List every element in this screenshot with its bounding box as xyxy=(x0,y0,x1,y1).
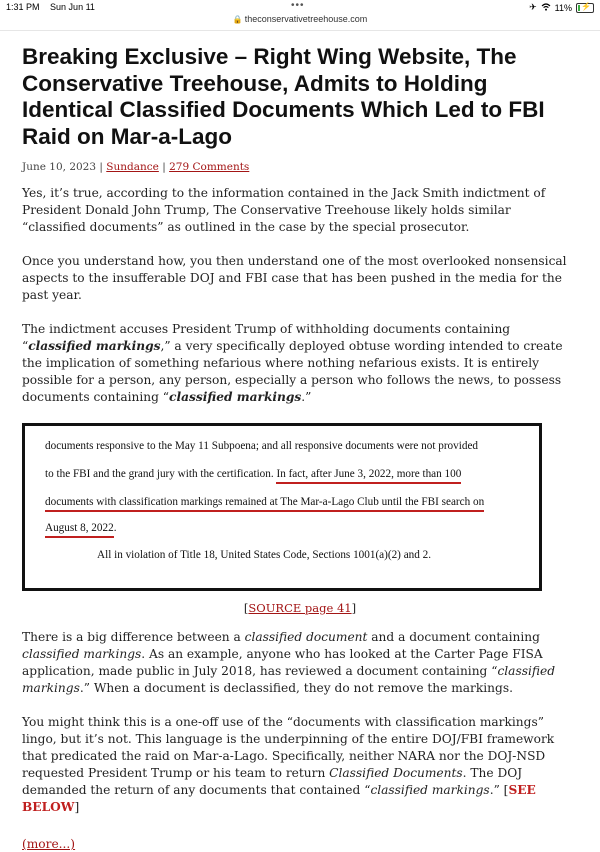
status-left xyxy=(6,2,103,12)
article xyxy=(22,44,578,852)
paragraph-1: Yes, it’s true, according to the information contained in the Jack Smith indictment of President Donald John Trump, The Conservative Treehouse likely holds similar “classified documents” as outlined in the case by the special prosecutor. xyxy=(22,186,546,234)
url-text: theconservativetreehouse.com xyxy=(244,14,368,24)
battery-icon: ⚡ xyxy=(576,3,594,13)
doc-line: August 8, 2022. xyxy=(45,522,116,534)
lock-icon: 🔒 xyxy=(232,15,243,24)
source-link[interactable]: SOURCE page 41 xyxy=(248,601,352,615)
doc-line: to the FBI and the grand jury with the certification. In fact, after June 3, 2022, more than 100 xyxy=(45,468,461,480)
paragraph-5: You might think this is a one-off use of the “documents with classification markings” lingo, but it’s not. This language is the underpinning of the entire DOJ/FBI framework that predicated the raid on Mar-a-Lago. Specifically, neither NARA nor the DOJ-NSD requested President Trump or his team to return Classified Documents. The DOJ demanded the return of any documents that contained “classified markings.” [SEE BELOW] xyxy=(22,715,555,814)
article-date: June 10, 2023 xyxy=(22,161,97,173)
airplane-icon: ✈ xyxy=(529,2,537,12)
author-link[interactable]: Sundance xyxy=(106,161,159,173)
paragraph-4: There is a big difference between a classified document and a document containing classified markings. As an example, anyone who has looked at the Carter Page FISA application, made public in July 2018, has reviewed a document containing “classified markings.” When a document is declassified, they do not remove the markings. xyxy=(22,630,555,695)
article-meta xyxy=(22,161,578,173)
article-title: Breaking Exclusive – Right Wing Website, The Conservative Treehouse, Admits to Holding Identical Classified Documents Which Led to FBI Raid on Mar-a-Lago xyxy=(22,44,545,149)
paragraph-2: Once you understand how, you then understand one of the most overlooked nonsensical aspects to the insufferable DOJ and FBI case that has been pushed in the media for the past year. xyxy=(22,254,567,302)
comments-link[interactable]: 279 Comments xyxy=(169,161,250,173)
meta-separator: | xyxy=(162,161,166,173)
status-date: Sun Jun 11 xyxy=(50,2,95,12)
doc-line: documents with classification markings remained at The Mar-a-Lago Club until the FBI search on xyxy=(45,496,484,508)
battery-percent: 11% xyxy=(554,2,572,13)
read-more-link[interactable]: (more...) xyxy=(22,837,76,851)
doc-line: documents responsive to the May 11 Subpoena; and all responsive documents were not provided xyxy=(45,440,479,452)
status-right xyxy=(529,2,594,13)
source-caption: [SOURCE page 41] xyxy=(243,601,357,615)
divider xyxy=(0,30,600,31)
document-excerpt-image xyxy=(22,423,542,591)
browser-dots-icon[interactable]: ••• xyxy=(291,0,305,11)
wifi-icon xyxy=(541,3,551,13)
status-time: 1:31 PM xyxy=(6,2,40,12)
meta-separator: | xyxy=(99,161,103,173)
paragraph-3: The indictment accuses President Trump of withholding documents containing “classified markings,” a very specifically deployed obtuse wording intended to create the implication of something nefarious where nothing nefarious exists. It is entirely possible for a person, any person, especially a person who follows the news, to possess documents containing “classified markings.” xyxy=(22,322,563,404)
see-below-label: SEE BELOW xyxy=(22,783,536,814)
doc-line: All in violation of Title 18, United States Code, Sections 1001(a)(2) and 2. xyxy=(97,549,432,561)
